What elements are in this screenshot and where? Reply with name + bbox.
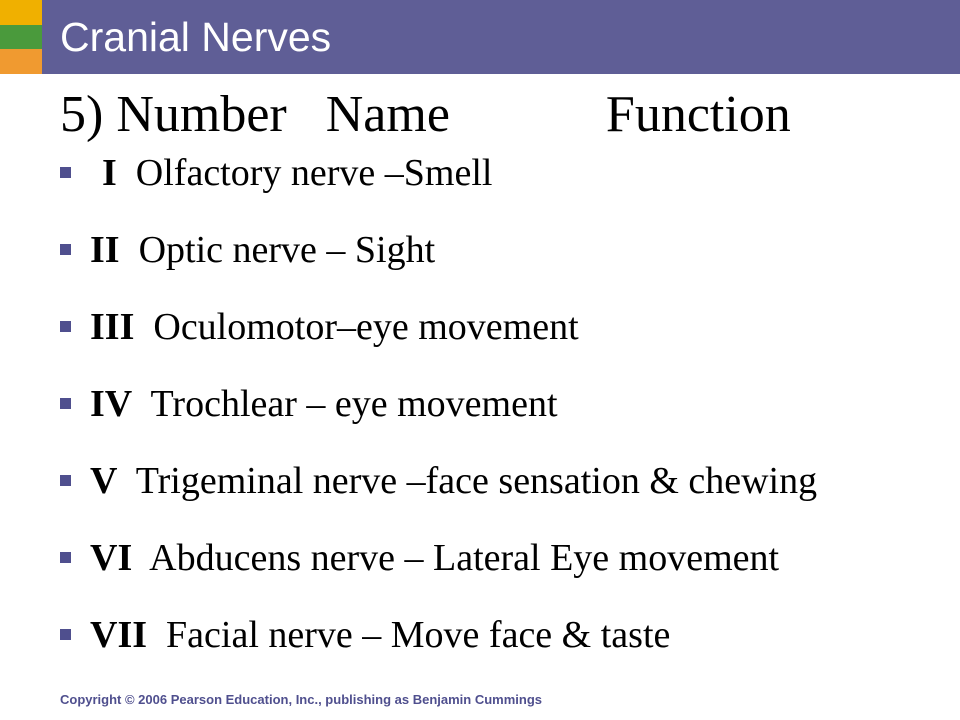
nerve-numeral: III xyxy=(90,306,135,348)
nerve-numeral: VI xyxy=(90,537,133,579)
nerve-description: Oculomotor–eye movement xyxy=(134,306,579,348)
nerve-description: Olfactory nerve –Smell xyxy=(116,152,493,194)
nerve-numeral: IV xyxy=(90,383,133,425)
square-bullet-icon xyxy=(60,321,71,332)
square-bullet-icon xyxy=(60,475,71,486)
nerve-description: Trigeminal nerve –face sensation & chewing xyxy=(117,460,818,502)
heading-gap-2 xyxy=(450,86,606,143)
nerve-item-text xyxy=(102,150,492,196)
heading-function: Function xyxy=(605,86,791,143)
accent-block-orange xyxy=(0,49,42,74)
square-bullet-icon xyxy=(60,629,71,640)
nerve-item-text xyxy=(90,381,558,427)
heading-gap-1 xyxy=(287,86,326,143)
nerve-numeral: VII xyxy=(90,614,148,656)
column-heading xyxy=(60,83,791,147)
heading-number: Number xyxy=(116,86,287,143)
accent-block-yellow xyxy=(0,0,42,25)
slide-title: Cranial Nerves xyxy=(60,14,332,60)
nerve-item-text xyxy=(90,227,435,273)
nerve-item-text xyxy=(90,612,670,658)
nerve-description: Trochlear – eye movement xyxy=(132,383,558,425)
nerve-description: Facial nerve – Move face & taste xyxy=(147,614,671,656)
square-bullet-icon xyxy=(60,552,71,563)
square-bullet-icon xyxy=(60,244,71,255)
nerve-item-text xyxy=(90,535,779,581)
square-bullet-icon xyxy=(60,398,71,409)
nerve-numeral: I xyxy=(102,152,117,194)
nerve-description: Abducens nerve – Lateral Eye movement xyxy=(132,537,780,579)
copyright-footer: Copyright © 2006 Pearson Education, Inc., publishing as Benjamin Cummings xyxy=(60,692,542,707)
nerve-numeral: V xyxy=(90,460,118,502)
heading-name: Name xyxy=(325,86,450,143)
accent-block-green xyxy=(0,25,42,49)
heading-prefix: 5) xyxy=(60,86,117,143)
square-bullet-icon xyxy=(60,167,71,178)
nerve-item-text xyxy=(90,458,817,504)
nerve-item-text xyxy=(90,304,579,350)
nerve-description: Optic nerve – Sight xyxy=(119,229,436,271)
nerve-numeral: II xyxy=(90,229,120,271)
